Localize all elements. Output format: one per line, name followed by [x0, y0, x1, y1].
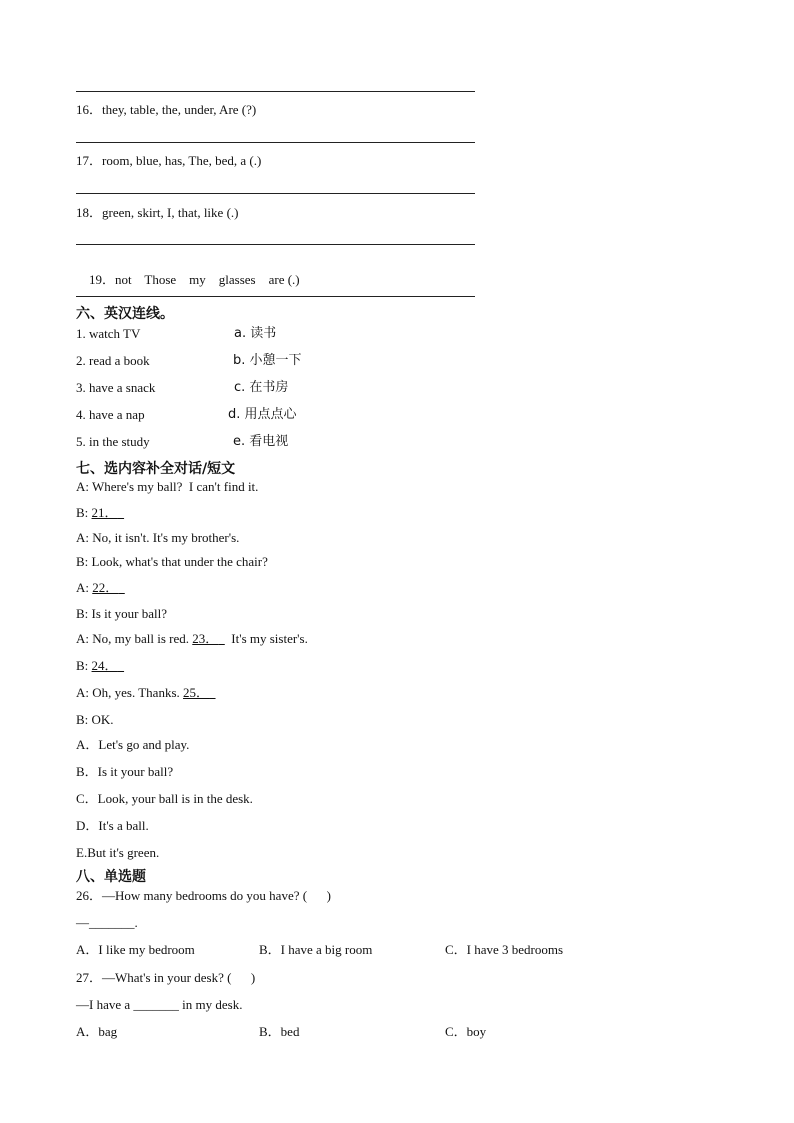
question-26: 26．—How many bedrooms do you have? ( )	[76, 888, 331, 903]
match-right-item: d. 用点点心	[228, 407, 297, 422]
question-number: 18．	[76, 205, 103, 220]
dialogue-line	[76, 580, 125, 596]
option-27-a[interactable]: A．bag	[76, 1024, 118, 1039]
dialogue-text: A: No, my ball is red.	[76, 631, 193, 646]
blank-25[interactable]: 25．	[183, 685, 210, 700]
dialogue-option: C．Look, your ball is in the desk.	[76, 791, 253, 806]
answer-line	[76, 244, 475, 245]
answer-line	[76, 296, 475, 297]
dialogue-text: It's my sister's.	[224, 631, 308, 646]
question-17	[76, 153, 261, 169]
question-text: room, blue, has, The, bed, a (.)	[102, 153, 262, 168]
match-left-item: 3. have a snack	[76, 380, 156, 395]
dialogue-option: A．Let's go and play.	[76, 737, 190, 752]
answer-line-26: —_______.	[76, 915, 138, 930]
dialogue-line	[76, 505, 124, 521]
dialogue-line	[76, 685, 216, 701]
dialogue-text: B:	[76, 658, 92, 673]
option-26-c[interactable]: C．I have 3 bedrooms	[445, 942, 564, 957]
blank-22[interactable]: 22．	[92, 580, 119, 595]
dialogue-option: B．Is it your ball?	[76, 764, 174, 779]
blank-23[interactable]: 23．	[192, 631, 219, 646]
option-27-b[interactable]: B．bed	[259, 1024, 300, 1039]
answer-line	[76, 193, 475, 194]
blank-21[interactable]: 21．	[91, 505, 118, 520]
question-18	[76, 205, 238, 221]
question-text: green, skirt, I, that, like (.)	[102, 205, 239, 220]
question-number: 16．	[76, 102, 103, 117]
match-left-item: 5. in the study	[76, 434, 150, 449]
match-left-item: 1. watch TV	[76, 326, 141, 341]
dialogue-text: A: Where's my ball? I can't find it.	[76, 479, 259, 494]
dialogue-line	[76, 658, 124, 674]
dialogue-text: B:	[76, 505, 92, 520]
match-right-item: b. 小憩一下	[233, 353, 302, 368]
section-heading-dialogue: 七、选内容补全对话/短文	[76, 461, 236, 477]
question-number: 19．	[89, 272, 116, 287]
dialogue-text: B: Look, what's that under the chair?	[76, 554, 268, 569]
dialogue-line	[76, 530, 239, 546]
question-text: they, table, the, under, Are (?)	[102, 102, 257, 117]
question-text: not Those my glasses are (.)	[115, 272, 300, 287]
dialogue-text: A: Oh, yes. Thanks.	[76, 685, 184, 700]
blank-24[interactable]: 24．	[91, 658, 118, 673]
dialogue-option: D．It's a ball.	[76, 818, 149, 833]
blank-underline	[209, 685, 216, 700]
answer-line-27: —I have a _______ in my desk.	[76, 997, 243, 1012]
match-right-item: e. 看电视	[233, 434, 289, 449]
question-27: 27．—What's in your desk? ( )	[76, 970, 256, 985]
match-right-item: c. 在书房	[234, 380, 289, 395]
blank-underline	[118, 580, 125, 595]
blank-underline	[118, 658, 125, 673]
dialogue-line	[76, 631, 308, 647]
option-27-c[interactable]: C．boy	[445, 1024, 487, 1039]
question-number: 17．	[76, 153, 103, 168]
dialogue-line	[76, 712, 114, 728]
option-26-a[interactable]: A．I like my bedroom	[76, 942, 195, 957]
section-heading-choice: 八、单选题	[76, 869, 146, 885]
answer-line	[76, 91, 475, 92]
dialogue-text: A: No, it isn't. It's my brother's.	[76, 530, 240, 545]
dialogue-line	[76, 479, 258, 495]
blank-underline	[118, 505, 125, 520]
match-right-item: a. 读书	[234, 326, 277, 341]
dialogue-text: B: OK.	[76, 712, 114, 727]
dialogue-text: A:	[76, 580, 93, 595]
dialogue-text: B: Is it your ball?	[76, 606, 167, 621]
answer-line	[76, 142, 475, 143]
dialogue-option: E.But it's green.	[76, 845, 160, 860]
option-26-b[interactable]: B．I have a big room	[259, 942, 373, 957]
match-left-item: 2. read a book	[76, 353, 150, 368]
match-left-item: 4. have a nap	[76, 407, 145, 422]
section-heading-matching: 六、英汉连线。	[76, 306, 174, 322]
question-16	[76, 102, 256, 118]
dialogue-line	[76, 606, 167, 622]
dialogue-line	[76, 554, 268, 570]
